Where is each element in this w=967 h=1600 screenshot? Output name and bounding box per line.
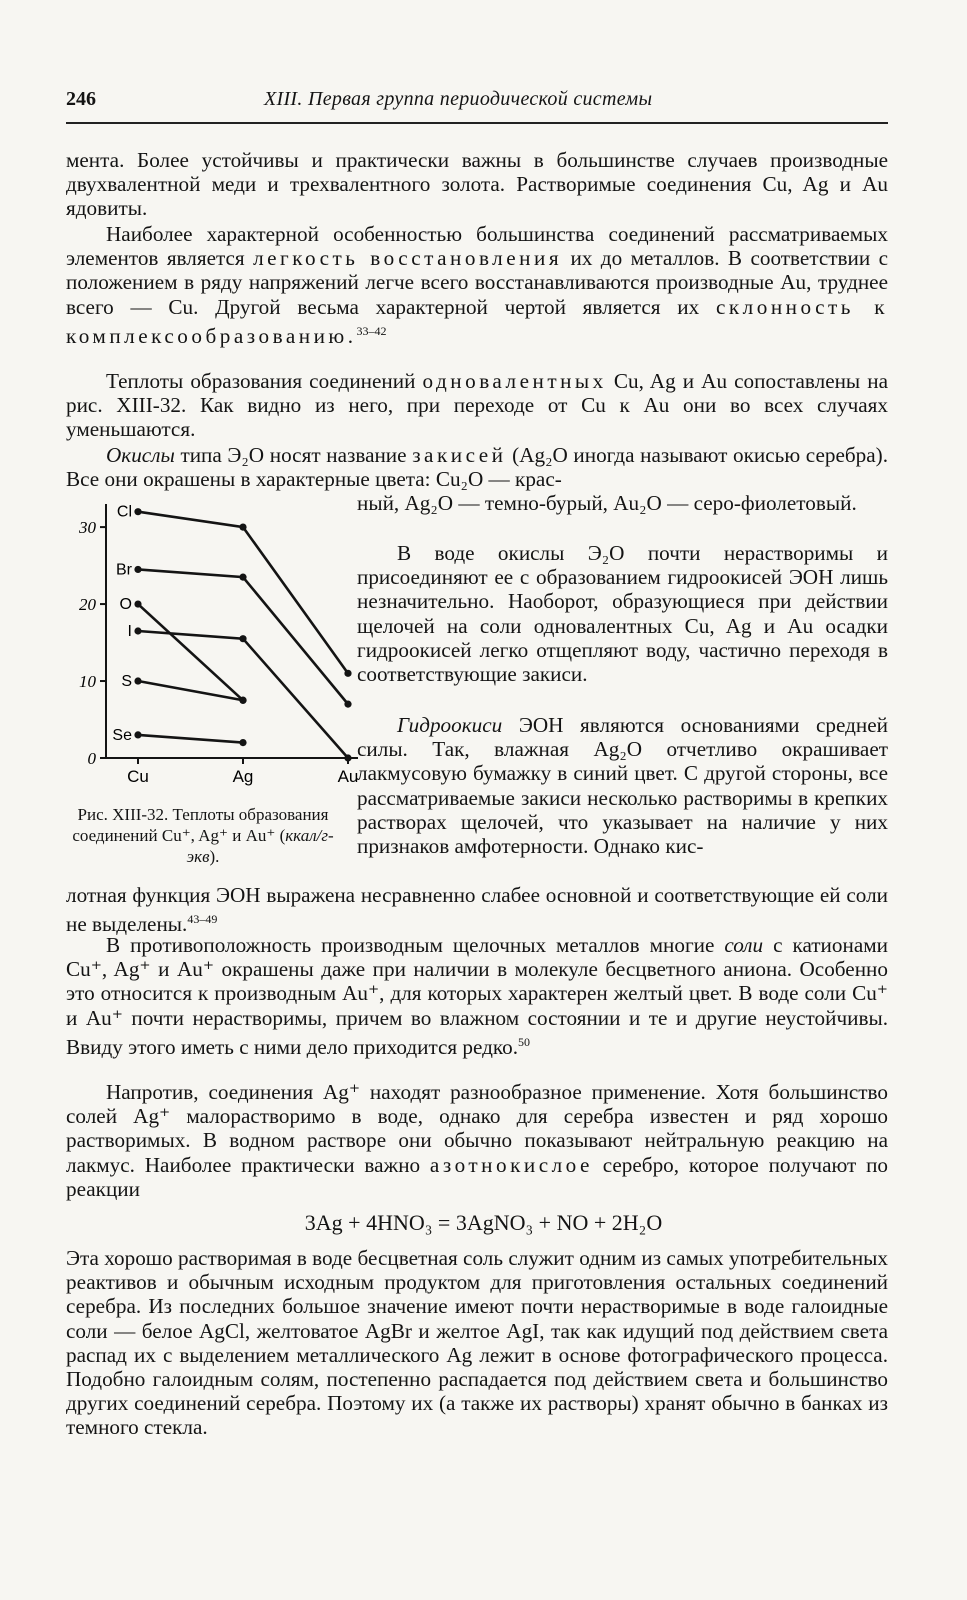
p2-emphasis-1: легкость восстановления: [253, 246, 563, 271]
reaction-equation: 3Ag + 4HNO₃ = 3AgNO₃ + NO + 2H₂O: [304, 1210, 663, 1235]
p4-text-a: типа Э₂O носят название: [174, 443, 413, 467]
side3-text: ЭOH являются основаниями средней силы. Так, влажная Ag₂O отчетливо окрашивает лакмусовую бумажку в синий цвет. С другой стороны, все рассматриваемые закиси несколько растворимы в крепких растворах щелочей, что указывает на наличие у них признаков амфотерности. Однако кис-: [357, 713, 888, 859]
y-tick-label-20: 20: [79, 595, 96, 615]
p2-text-a: Наиболее характерной особенностью большинства соединений рассматриваемых элементов является: [66, 222, 888, 271]
paragraph-4: [66, 443, 888, 491]
page-header: [66, 88, 888, 122]
p7-text-b: серебро, которое получают по реакции: [66, 1152, 889, 1201]
p4-italic: Окислы: [106, 443, 175, 467]
x-tick-label-Cu: Cu: [127, 767, 149, 786]
data-point-cl-au: [344, 670, 351, 677]
p7-emphasis: азотнокислое: [429, 1152, 593, 1177]
data-point-s-ag: [239, 697, 246, 704]
paragraph-6: [66, 933, 888, 1059]
p4-text-b: (Ag₂O иногда называют окисью серебра). Все они окрашены в характерные цвета: Cu₂O — крас-: [66, 443, 888, 492]
y-tick-label-0: 0: [87, 749, 96, 768]
data-point-cl-ag: [239, 523, 246, 530]
p3-text-a: Теплоты образования соединений: [106, 369, 423, 393]
caption-text: Рис. XIII-32. Теплоты образования соединений Cu⁺, Ag⁺ и Au⁺ (: [72, 805, 329, 845]
p2-text-b: их до металлов. В соответствии с положением в ряду напряжений легче всего восстанавливаются производные Au, труднее всего — Cu. Другой весьма характерной чертой является их: [66, 246, 888, 319]
series-line-s: [138, 681, 243, 700]
paragraph-7: [66, 1080, 888, 1201]
series-line-cl: [138, 512, 348, 674]
y-tick-label-10: 10: [79, 672, 96, 692]
side3-italic: Гидроокиси: [397, 713, 503, 737]
data-point-br-ag: [239, 574, 246, 581]
side-paragraph-1: ный, Ag₂O — темно-бурый, Au₂O — серо-фиолетовый.: [357, 491, 857, 515]
data-point-i-cu: [134, 627, 141, 634]
series-label-cl: Cl: [116, 503, 132, 521]
paragraph-5: [66, 883, 888, 936]
data-point-se-cu: [134, 731, 141, 738]
heat-of-formation-chart: [48, 496, 359, 796]
p6-text-b: с катионами Cu⁺, Ag⁺ и Au⁺ окрашены даже при наличии в молекуле бесцветного аниона. Особенно это относится к производным Au⁺, для которых характерен желтый цвет. В воде соли Cu⁺ и Au⁺ почти нерастворимы, причем во влажном состоянии и те и другие неустойчивы. Ввиду этого иметь с ними дело приходится редко.: [66, 933, 888, 1059]
paragraph-8: Эта хорошо растворимая в воде бесцветная соль служит одним из самых употребительных реактивов и обычным исходным продуктом для приготовления остальных соединений серебра. Из последних большое значение имеют почти нерастворимые в воде галоидные соли — белое AgCl, желтоватое AgBr и желтое AgI, так как идущий под действием света распад их с выделением металлического Ag лежит в основе фотографического процесса. Подобно галоидным солям, постепенно распадается под действием света и большинство других соединений серебра. Поэтому их (а также их растворы) хранят обычно в банках из темного стекла.: [66, 1246, 888, 1440]
series-label-br: Br: [116, 561, 132, 579]
data-point-i-ag: [239, 635, 246, 642]
paragraph-2: [66, 222, 888, 348]
data-point-br-au: [344, 701, 351, 708]
paragraph-3: [66, 369, 888, 442]
data-point-se-ag: [239, 739, 246, 746]
p5-text: лотная функция ЭOH выражена несравненно слабее основной и соответствующие ей соли не выделены.: [66, 883, 888, 937]
data-point-o-cu: [134, 600, 141, 607]
series-line-o: [138, 604, 243, 700]
y-tick-label-30: 30: [79, 518, 96, 538]
series-label-se: Se: [112, 726, 132, 744]
series-line-se: [138, 735, 243, 743]
running-title: XIII. Первая группа периодической системы: [264, 88, 653, 110]
p6-reference: 50: [518, 1034, 531, 1049]
figure-xiii-32: [48, 496, 359, 796]
x-tick-label-Ag: Ag: [232, 767, 254, 786]
x-tick-label-Au: Au: [337, 767, 359, 786]
series-label-o: O: [119, 596, 132, 614]
side-paragraph-2: В воде окислы Э₂O почти нерастворимы и присоединяют ее с образованием гидроокисей ЭOH лишь незначительно. Наоборот, образующиеся при действии щелочей на соли одновалентных Cu, Ag и Au осадки гидроокисей легко отщепляют воду, частично переходя в соответствующие закиси.: [357, 541, 888, 687]
data-point-i-au: [344, 754, 351, 761]
caption-unit: ккал/г-экв: [186, 826, 334, 866]
p7-text-a: Напротив, соединения Ag⁺ находят разнообразное применение. Хотя большинство солей Ag⁺ малорастворимо в воде, однако для серебра известен и ряд хорошо растворимых. В водном растворе они обычно показывают нейтральную реакцию на лакмус. Наиболее практически важно: [66, 1080, 888, 1177]
p2-emphasis-2: склонность к комплексообразованию.: [66, 294, 888, 348]
p6-italic: соли: [724, 933, 764, 957]
series-label-s: S: [121, 673, 132, 691]
p5-reference: 43–49: [187, 912, 218, 927]
header-rule: [66, 122, 888, 124]
figure-caption: [58, 804, 348, 867]
side-paragraph-3: [357, 713, 888, 858]
p2-reference: 33–42: [356, 323, 387, 338]
p3-emphasis: одновалентных: [422, 369, 607, 393]
p4-emphasis: закисей: [412, 443, 507, 467]
paragraph-1: мента. Более устойчивы и практически важны в большинстве случаев производные двухвалентной меди и трехвалентного золота. Растворимые соединения Cu, Ag и Au ядовиты.: [66, 148, 888, 221]
data-point-cl-cu: [134, 508, 141, 515]
p3-text-b: Cu, Ag и Au сопоставлены на рис. XIII-32. Как видно из него, при переходе от Cu к Au они во всех случаях уменьшаются.: [66, 369, 888, 442]
page-number: 246: [66, 88, 96, 110]
caption-end: ).: [209, 847, 220, 866]
data-point-br-cu: [134, 566, 141, 573]
p6-text-a: В противоположность производным щелочных металлов многие: [106, 933, 725, 957]
data-point-s-cu: [134, 677, 141, 684]
series-label-i: I: [127, 623, 132, 640]
series-line-i: [138, 631, 348, 758]
